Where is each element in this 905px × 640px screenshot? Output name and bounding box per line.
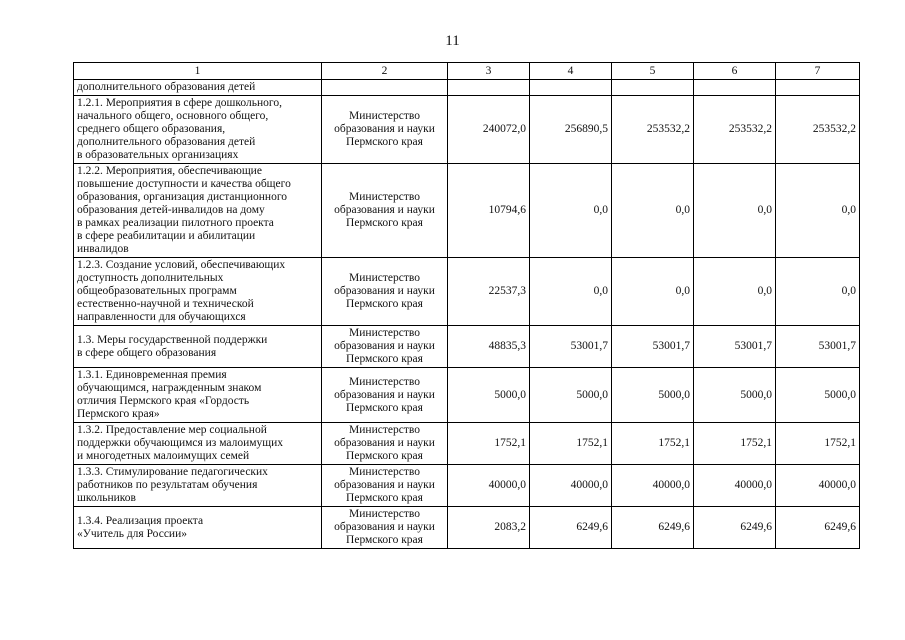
value-cell: 53001,7 <box>694 326 776 368</box>
value-cell: 6249,6 <box>694 507 776 549</box>
table-row <box>74 164 860 258</box>
column-header: 3 <box>448 63 530 80</box>
column-header: 6 <box>694 63 776 80</box>
value-cell <box>776 80 860 96</box>
value-cell: 0,0 <box>776 258 860 326</box>
value-cell: 40000,0 <box>530 465 612 507</box>
value-cell: 240072,0 <box>448 96 530 164</box>
organization-cell: Министерство образования и науки Пермского края <box>322 507 448 549</box>
organization-cell: Министерство образования и науки Пермского края <box>322 423 448 465</box>
value-cell: 0,0 <box>694 258 776 326</box>
table-row <box>74 465 860 507</box>
organization-cell: Министерство образования и науки Пермского края <box>322 164 448 258</box>
activity-name-cell: 1.3.2. Предоставление мер социальной поддержки обучающимся из малоимущих и многодетных малоимущих семей <box>74 423 322 465</box>
activity-name-cell: 1.2.2. Мероприятия, обеспечивающие повышение доступности и качества общего образования, организация дистанционного образования детей-инвалидов на дому в рамках реализации пилотного проекта в сфере реабилитации и абилитации инвалидов <box>74 164 322 258</box>
table-row <box>74 326 860 368</box>
value-cell: 1752,1 <box>530 423 612 465</box>
table-row <box>74 80 860 96</box>
activity-name-cell: дополнительного образования детей <box>74 80 322 96</box>
activity-name-cell: 1.3. Меры государственной поддержки в сфере общего образования <box>74 326 322 368</box>
value-cell: 53001,7 <box>530 326 612 368</box>
column-header: 7 <box>776 63 860 80</box>
value-cell: 6249,6 <box>612 507 694 549</box>
value-cell: 0,0 <box>776 164 860 258</box>
value-cell: 40000,0 <box>776 465 860 507</box>
value-cell: 48835,3 <box>448 326 530 368</box>
value-cell: 40000,0 <box>448 465 530 507</box>
table-row <box>74 507 860 549</box>
activity-name-cell: 1.3.1. Единовременная премия обучающимся, награжденным знаком отличия Пермского края «Гордость Пермского края» <box>74 368 322 423</box>
page-number: 11 <box>445 33 460 49</box>
column-header: 4 <box>530 63 612 80</box>
value-cell: 1752,1 <box>694 423 776 465</box>
value-cell: 22537,3 <box>448 258 530 326</box>
organization-cell: Министерство образования и науки Пермского края <box>322 96 448 164</box>
value-cell: 0,0 <box>530 258 612 326</box>
value-cell <box>448 80 530 96</box>
budget-table <box>73 62 860 549</box>
table-row <box>74 96 860 164</box>
column-header: 2 <box>322 63 448 80</box>
value-cell: 53001,7 <box>612 326 694 368</box>
value-cell: 5000,0 <box>694 368 776 423</box>
value-cell: 6249,6 <box>776 507 860 549</box>
organization-cell: Министерство образования и науки Пермского края <box>322 258 448 326</box>
value-cell: 40000,0 <box>694 465 776 507</box>
activity-name-cell: 1.2.1. Мероприятия в сфере дошкольного, начального общего, основного общего, среднего общего образования, дополнительного образования детей в образовательных организациях <box>74 96 322 164</box>
value-cell <box>694 80 776 96</box>
value-cell: 253532,2 <box>612 96 694 164</box>
value-cell: 0,0 <box>694 164 776 258</box>
header-row <box>74 63 860 80</box>
value-cell: 2083,2 <box>448 507 530 549</box>
activity-name-cell: 1.3.4. Реализация проекта «Учитель для России» <box>74 507 322 549</box>
value-cell <box>530 80 612 96</box>
value-cell: 253532,2 <box>776 96 860 164</box>
value-cell: 0,0 <box>612 258 694 326</box>
value-cell: 5000,0 <box>776 368 860 423</box>
value-cell: 6249,6 <box>530 507 612 549</box>
table-row <box>74 423 860 465</box>
value-cell: 5000,0 <box>448 368 530 423</box>
value-cell: 5000,0 <box>530 368 612 423</box>
activity-name-cell: 1.2.3. Создание условий, обеспечивающих доступность дополнительных общеобразовательных программ естественно-научной и технической направленности для обучающихся <box>74 258 322 326</box>
organization-cell: Министерство образования и науки Пермского края <box>322 326 448 368</box>
value-cell: 5000,0 <box>612 368 694 423</box>
table-row <box>74 258 860 326</box>
value-cell: 1752,1 <box>776 423 860 465</box>
activity-name-cell: 1.3.3. Стимулирование педагогических работников по результатам обучения школьников <box>74 465 322 507</box>
value-cell <box>612 80 694 96</box>
value-cell: 1752,1 <box>612 423 694 465</box>
value-cell: 0,0 <box>530 164 612 258</box>
organization-cell <box>322 80 448 96</box>
column-header: 5 <box>612 63 694 80</box>
organization-cell: Министерство образования и науки Пермского края <box>322 368 448 423</box>
column-header: 1 <box>74 63 322 80</box>
value-cell: 40000,0 <box>612 465 694 507</box>
value-cell: 253532,2 <box>694 96 776 164</box>
value-cell: 53001,7 <box>776 326 860 368</box>
value-cell: 10794,6 <box>448 164 530 258</box>
table-row <box>74 368 860 423</box>
value-cell: 256890,5 <box>530 96 612 164</box>
value-cell: 1752,1 <box>448 423 530 465</box>
value-cell: 0,0 <box>612 164 694 258</box>
organization-cell: Министерство образования и науки Пермского края <box>322 465 448 507</box>
